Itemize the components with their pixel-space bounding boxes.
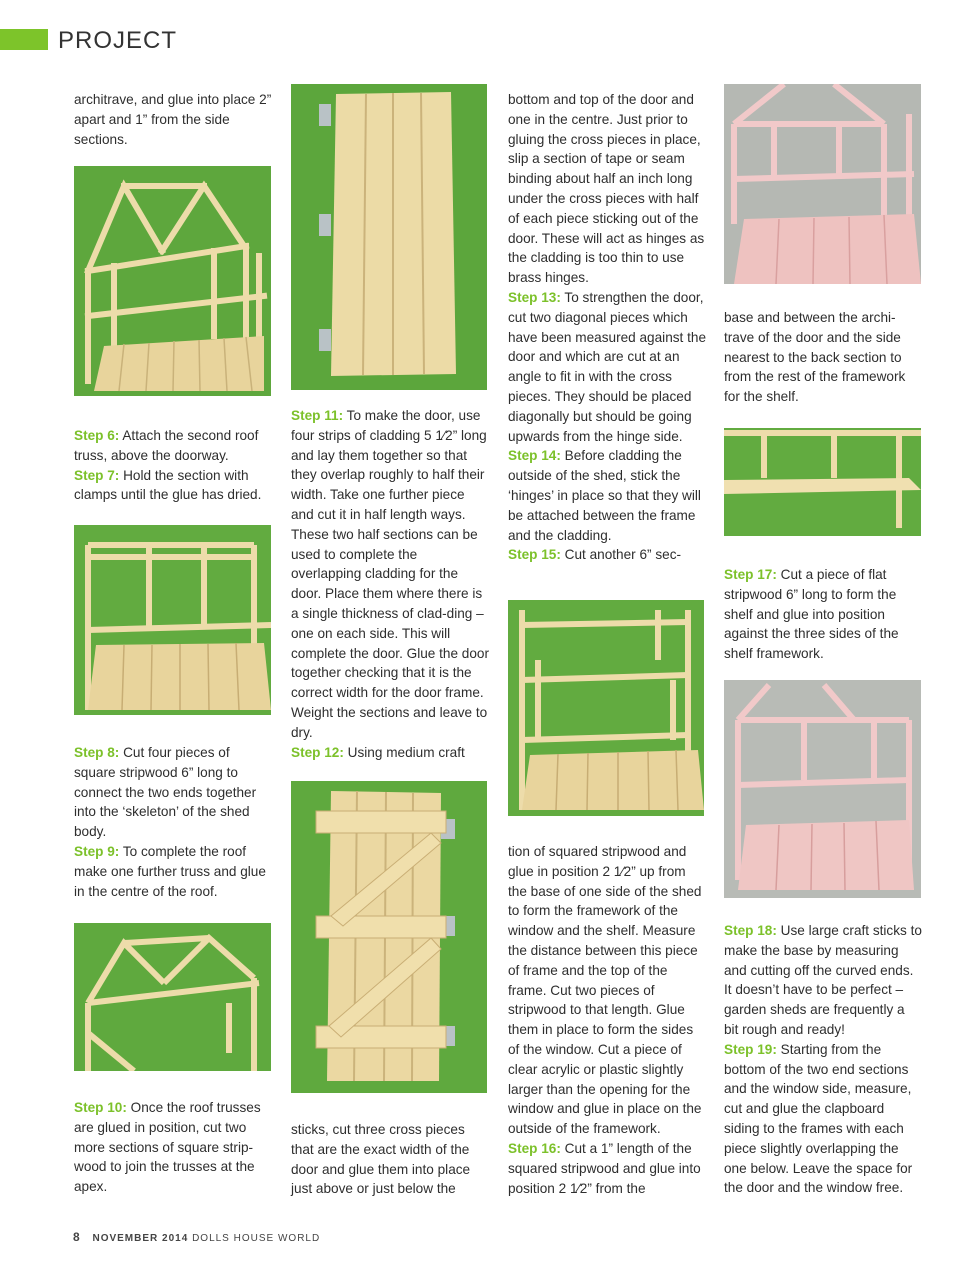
- photo-step18-base: [724, 680, 921, 898]
- step13-label: Step 13:: [508, 289, 561, 305]
- col1-intro-text: architrave, and glue into place 2” apart and 1” from the side sections.: [74, 92, 272, 147]
- step14-label: Step 14:: [508, 448, 561, 464]
- col1-steps-6-7: Step 6: Attach the second roof truss, above the doorway. Step 7: Hold the section with clamps until the glue has dried.: [74, 428, 262, 503]
- issue-date: NOVEMBER 2014: [92, 1233, 189, 1244]
- step7-label: Step 7:: [74, 467, 120, 483]
- photo-step17-shelf: [724, 428, 921, 536]
- step12-label: Step 12:: [291, 744, 344, 760]
- page-footer: [73, 1230, 320, 1244]
- col1-step-10: Step 10: Once the roof trusses are glued in position, cut two more sections of square strip-wood to join the trusses at the apex.: [74, 1100, 261, 1195]
- photo-step7-clamped-section: [74, 525, 271, 715]
- col3-text-bottom: tion of squared stripwood and glue in position 2 1⁄2” up from the base of one side of the shed to form the framework of the window and the shelf. Measure the distance between this piece of frame and the top of the frame. Cut two pieces of stripwood to that length. Glue them in place to form the sides of the window. Cut a piece of clear acrylic or plastic slightly larger than the opening for the window and glue in place on the outside of the framework. Step 16: Cut a 1” length of the squared stripwood and glue into position 2 1⁄2” from the: [508, 844, 702, 1196]
- step10-label: Step 10:: [74, 1100, 127, 1115]
- step9-label: Step 9:: [74, 843, 120, 859]
- photo-step6-frame-with-two-trusses: [74, 166, 271, 396]
- col3-text-top: bottom and top of the door and one in the centre. Just prior to gluing the cross pieces in place, slip a section of tape or seam binding about half an inch long under the cross pieces with half of each piece sticking out of the door. These will act as hinges as the cladding is too thin to use brass hinges. Step 13: To strengthen the door, cut two diagonal pieces which have been measured against the door and which are cut at an angle to fit in with the cross pieces. They should be placed diagonally but should be going upwards from the hinge side. Step 14: Before cladding the outside of the shed, stick the ‘hinges’ in place so that they will be attached between the frame and the cladding. Step 15: Cut another 6” sec-: [508, 92, 707, 563]
- col4-text-top: base and between the archi-trave of the door and the side nearest to the back section to from the rest of the framework for the shelf.: [724, 310, 906, 405]
- step6-label: Step 6:: [74, 428, 120, 443]
- step16-label: Step 16:: [508, 1140, 561, 1156]
- step11-label: Step 11:: [291, 408, 344, 423]
- col2-continued-text: sticks, cut three cross pieces that are the exact width of the door and glue them into place just above or just below the: [291, 1122, 471, 1197]
- photo-step11-door-cladding: [291, 84, 487, 390]
- col4-steps-18-19: Step 18: Use large craft sticks to make the base by measuring and cutting off the curved ends. It doesn’t have to be perfect – garden sheds are frequently a bit rough and ready! Step 19: Starting from the bottom of the two end sections and the window side, measure, cut and glue the clapboard siding to the frames with each piece slightly overlapping the one below. Leave the space for the door and the window free.: [724, 923, 922, 1196]
- magazine-name: DOLLS HOUSE WORLD: [192, 1233, 321, 1244]
- col2-step-11-12: Step 11: To make the door, use four strips of cladding 5 1⁄2” long and lay them together so that they overlap roughly to half their width. Take one further piece and cut it in half length ways. These two half sections can be used to complete the overlapping cladding for the door. Place them where there is a single thickness of clad-ding – one on each side. This will complete the door. Glue the door together checking that it is the correct width for the door frame. Weight the sections and leave to dry. Step 12: Using medium craft: [291, 408, 489, 760]
- header-accent-bar: [0, 29, 48, 50]
- step17-label: Step 17:: [724, 567, 777, 582]
- col1-steps-8-9: Step 8: Cut four pieces of square stripwood 6” long to connect the two ends together into the ‘skeleton’ of the shed body. Step 9: To complete the roof make one further truss and glue in the centre of the roof.: [74, 745, 266, 899]
- col4-step-17: Step 17: Cut a piece of flat stripwood 6” long to form the shelf and glue into position against the three sides of the shelf framework.: [724, 567, 899, 662]
- photo-step16-pink-framework: [724, 84, 921, 284]
- section-title: PROJECT: [58, 27, 178, 54]
- photo-step15-window-shelf-frame: [508, 600, 704, 816]
- step18-label: Step 18:: [724, 923, 777, 938]
- photo-step13-door-with-braces: [291, 781, 487, 1093]
- step8-label: Step 8:: [74, 745, 120, 760]
- step19-label: Step 19:: [724, 1041, 777, 1057]
- page-number: 8: [73, 1230, 81, 1244]
- photo-step9-roof-trusses: [74, 923, 271, 1071]
- step15-label: Step 15:: [508, 547, 561, 563]
